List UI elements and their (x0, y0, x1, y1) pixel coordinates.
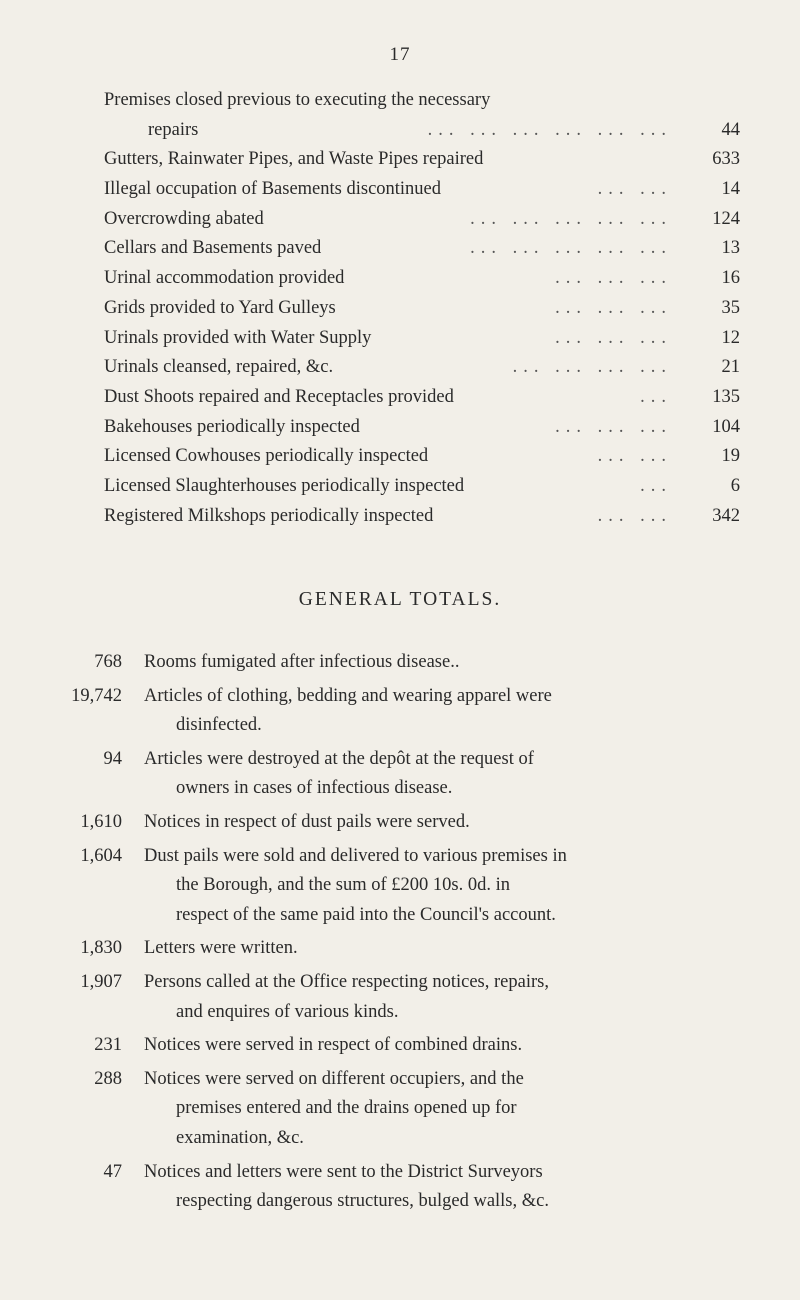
leader-dots: ... ... ... (555, 268, 672, 289)
item-label: Gutters, Rainwater Pipes, and Waste Pipes repaired (104, 149, 484, 170)
item-label: Licensed Slaughterhouses periodically inspected (104, 475, 465, 496)
item-value: 135 (712, 386, 740, 407)
item-value: 44 (721, 119, 740, 140)
total-text-line: Notices and letters were sent to the District Surveyors (144, 1161, 543, 1182)
inspection-items-list (104, 86, 744, 531)
total-entry (0, 934, 800, 964)
total-text-line: Articles of clothing, bedding and wearing apparel were (144, 685, 552, 706)
item-label: Urinal accommodation provided (104, 268, 345, 289)
list-item (104, 86, 744, 145)
total-text-line: premises entered and the drains opened up for (176, 1098, 517, 1119)
total-number: 94 (103, 748, 122, 769)
item-value: 633 (712, 149, 740, 170)
item-value: 342 (712, 505, 740, 526)
total-number: 231 (94, 1035, 122, 1056)
total-text-line: examination, &c. (176, 1127, 304, 1148)
total-text-line: owners in cases of infectious disease. (176, 778, 453, 799)
item-label-continued: repairs (148, 119, 199, 140)
total-number: 288 (94, 1068, 122, 1089)
item-label: Licensed Cowhouses periodically inspected (104, 446, 429, 467)
item-label: Dust Shoots repaired and Receptacles provided (104, 386, 454, 407)
list-item (104, 145, 744, 175)
leader-dots: ... ... ... ... ... (470, 238, 672, 259)
item-label: Grids provided to Yard Gulleys (104, 297, 336, 318)
leader-dots: ... (640, 386, 672, 407)
list-item (104, 442, 744, 472)
item-label: Registered Milkshops periodically inspected (104, 505, 434, 526)
list-item (104, 502, 744, 532)
total-number: 1,604 (80, 845, 122, 866)
item-label: Urinals cleansed, repaired, &c. (104, 357, 334, 378)
page-number: 17 (389, 44, 411, 65)
leader-dots: ... ... (597, 179, 672, 200)
item-label: Bakehouses periodically inspected (104, 416, 360, 437)
total-text-line: Dust pails were sold and delivered to various premises in (144, 845, 567, 866)
total-text-line: Notices in respect of dust pails were served. (144, 811, 470, 832)
list-item (104, 264, 744, 294)
list-item (104, 234, 744, 264)
total-entry (0, 842, 800, 931)
list-item (104, 175, 744, 205)
total-description (144, 648, 740, 678)
total-entry (0, 1065, 800, 1154)
total-text-line: the Borough, and the sum of £200 10s. 0d. in (176, 875, 511, 896)
item-label: Illegal occupation of Basements discontinued (104, 179, 442, 200)
item-value: 13 (721, 238, 740, 259)
general-totals-heading: GENERAL TOTALS. (298, 589, 502, 610)
total-text-line: and enquires of various kinds. (176, 1001, 399, 1022)
item-label: Urinals provided with Water Supply (104, 327, 372, 348)
item-label: Overcrowding abated (104, 208, 264, 229)
total-number: 19,742 (71, 685, 122, 706)
total-text-line: Notices were served on different occupiers, and the (144, 1068, 524, 1089)
item-value: 14 (721, 179, 740, 200)
total-description (144, 968, 740, 1027)
item-label: Cellars and Basements paved (104, 238, 322, 259)
total-number: 1,907 (80, 971, 122, 992)
total-description (144, 842, 740, 931)
list-item (104, 383, 744, 413)
total-description (144, 682, 740, 741)
list-item (104, 324, 744, 354)
total-entry (0, 808, 800, 838)
leader-dots: ... ... ... (555, 327, 672, 348)
total-number: 1,830 (80, 938, 122, 959)
item-value: 16 (721, 268, 740, 289)
leader-dots: ... ... ... (555, 297, 672, 318)
list-item (104, 472, 744, 502)
total-text-line: respecting dangerous structures, bulged walls, &c. (176, 1191, 549, 1212)
item-value: 35 (721, 297, 740, 318)
item-value: 19 (721, 446, 740, 467)
total-number: 1,610 (80, 811, 122, 832)
general-totals-list (0, 648, 800, 1221)
total-description (144, 1065, 740, 1154)
total-text-line: Rooms fumigated after infectious disease.. (144, 652, 460, 672)
total-number: 47 (103, 1161, 122, 1182)
item-value: 124 (712, 208, 740, 229)
total-entry (0, 968, 800, 1027)
total-description (144, 934, 740, 964)
leader-dots: ... ... (597, 505, 672, 526)
total-number: 768 (94, 652, 122, 672)
total-entry (0, 682, 800, 741)
leader-dots: ... ... (597, 446, 672, 467)
total-entry (0, 648, 800, 678)
total-description (144, 808, 740, 838)
total-description (144, 1158, 740, 1217)
total-description (144, 1031, 740, 1061)
item-label: Premises closed previous to executing the necessary (104, 90, 491, 110)
leader-dots: ... ... ... ... ... ... (427, 119, 672, 140)
total-entry (0, 1031, 800, 1061)
item-value: 104 (712, 416, 740, 437)
leader-dots: ... ... ... ... ... (470, 208, 672, 229)
total-text-line: Notices were served in respect of combined drains. (144, 1035, 523, 1056)
item-value: 6 (730, 475, 740, 496)
total-text-line: Persons called at the Office respecting notices, repairs, (144, 971, 549, 992)
list-item (104, 294, 744, 324)
total-text-line: Articles were destroyed at the depôt at the request of (144, 748, 534, 769)
total-description (144, 745, 740, 804)
list-item (104, 413, 744, 443)
total-text-line: respect of the same paid into the Council's account. (176, 904, 556, 925)
leader-dots: ... (640, 475, 672, 496)
list-item (104, 205, 744, 235)
total-entry (0, 745, 800, 804)
list-item (104, 353, 744, 383)
leader-dots: ... ... ... ... (512, 357, 672, 378)
item-value: 21 (721, 357, 740, 378)
total-entry (0, 1158, 800, 1217)
total-text-line: disinfected. (176, 715, 262, 736)
leader-dots: ... ... ... (555, 416, 672, 437)
item-value: 12 (721, 327, 740, 348)
total-text-line: Letters were written. (144, 938, 298, 959)
